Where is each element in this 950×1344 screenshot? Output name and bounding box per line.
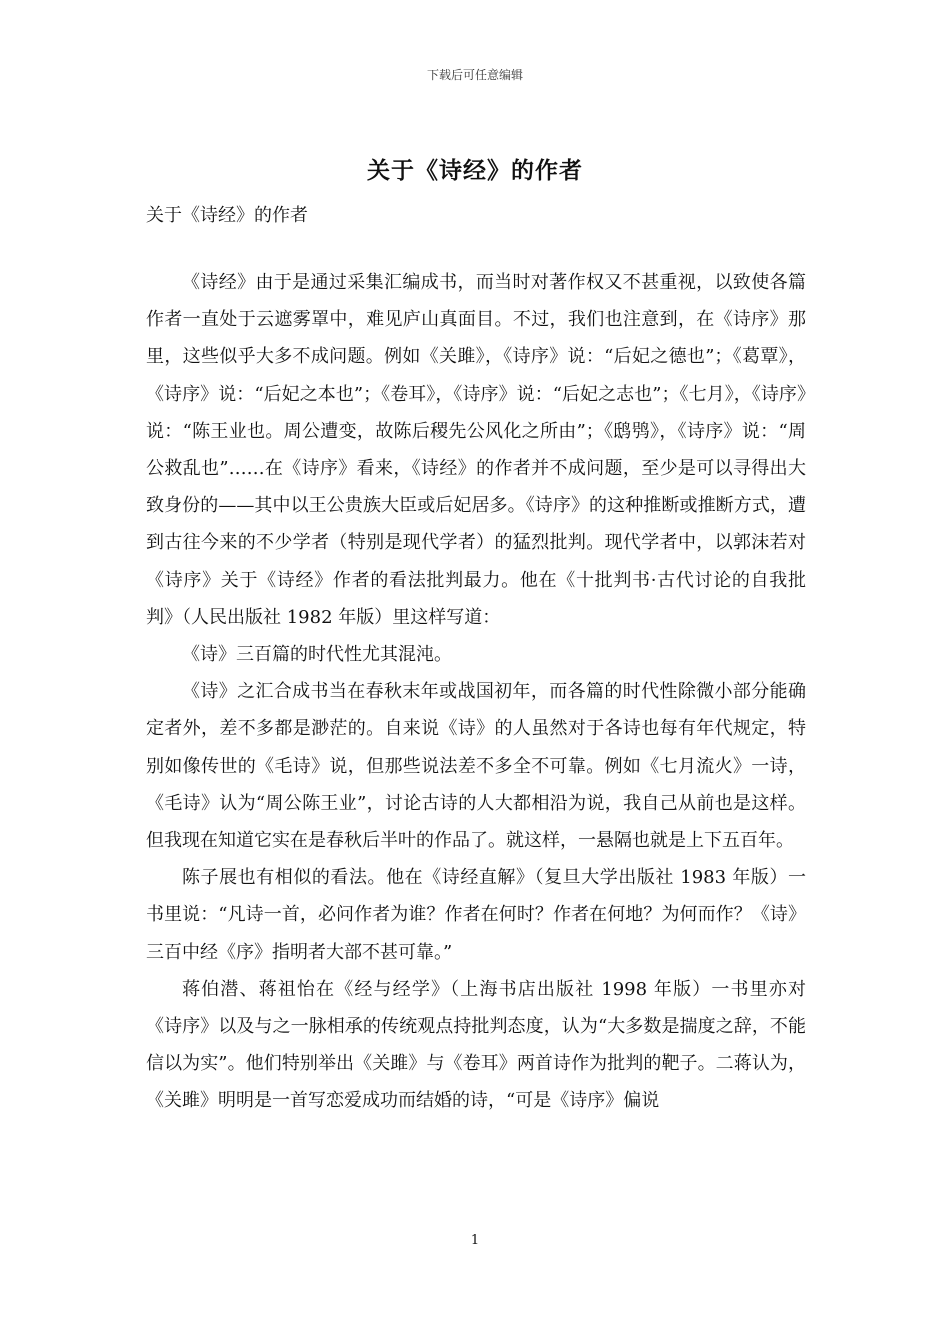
header-note: 下载后可任意编辑 (426, 68, 523, 82)
document-subtitle: 关于《诗经》的作者 (146, 205, 308, 226)
paragraph-2: 《诗》三百篇的时代性尤其混沌。 (182, 644, 452, 666)
paragraph-1: 《诗经》由于是通过采集汇编成书，而当时对著作权又不甚重视，以致使各篇作者一直处于云遮雾罩中，难见庐山真面目。不过，我们也注意到，在《诗序》那里，这些似乎大多不成问题。例如《关雎》，《诗序》说：“后妃之德也”；《葛覃》，《诗序》说：“后妃之本也”；《卷耳》，《诗序》说：“后妃之志也”；《七月》，《诗序》说：“陈王业也。周公遭变，故陈后稷先公风化之所由”；《鸱鸮》，《诗序》说：“周公救乱也”……在《诗序》看来，《诗经》的作者并不成问题，至少是可以寻得出大致身份的——其中以王公贵族大臣或后妃居多。《诗序》的这种推断或推断方式，遭到古往今来的不少学者（特别是现代学者）的猛烈批判。现代学者中，以郭沫若对《诗序》关于《诗经》作者的看法批判最力。他在《十批判书·古代讨论的自我批判》（人民出版社 1982 年版）里这样写道： (146, 272, 806, 628)
document-title: 关于《诗经》的作者 (367, 157, 583, 184)
document-body (146, 264, 806, 1120)
paragraph-3: 《诗》之汇合成书当在春秋末年或战国初年，而各篇的时代性除微小部分能确定者外，差不多都是渺茫的。自来说《诗》的人虽然对于各诗也每有年代规定，特别如像传世的《毛诗》说，但那些说法差不多全不可靠。例如《七月流火》一诗，《毛诗》认为“周公陈王业”，讨论古诗的人大都相沿为说，我自己从前也是这样。但我现在知道它实在是春秋后半叶的作品了。就这样，一悬隔也就是上下五百年。 (146, 681, 806, 852)
paragraph-5: 蒋伯潜、蒋祖怡在《经与经学》（上海书店出版社 1998 年版）一书里亦对《诗序》以及与之一脉相承的传统观点持批判态度，认为“大多数是揣度之辞，不能信以为实”。他们特别举出《关雎》与《卷耳》两首诗作为批判的靶子。二蒋认为，《关雎》明明是一首写恋爱成功而结婚的诗，“可是《诗序》偏说 (146, 978, 806, 1112)
paragraph-4: 陈子展也有相似的看法。他在《诗经直解》（复旦大学出版社 1983 年版）一书里说：“凡诗一首，必问作者为谁？作者在何时？作者在何地？为何而作？《诗》三百中经《序》指明者大部不甚可靠。” (146, 867, 806, 963)
page-number: 1 (470, 1233, 480, 1248)
